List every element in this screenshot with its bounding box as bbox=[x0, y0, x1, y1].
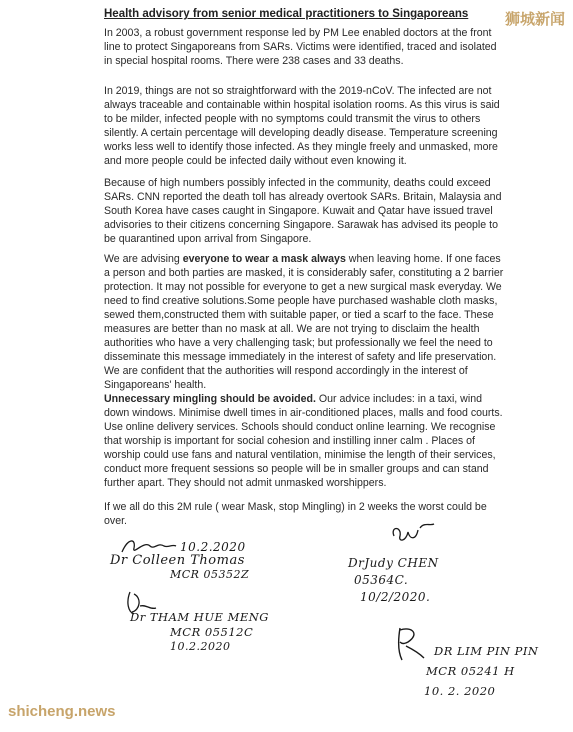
lim-mcr: MCR 05241 H bbox=[426, 664, 515, 678]
lim-name: DR LIM PIN PIN bbox=[434, 644, 539, 658]
watermark-top: 狮城新闻 bbox=[504, 11, 565, 28]
thomas-date: 10.2.2020 bbox=[180, 540, 246, 554]
tham-mcr: MCR 05512C bbox=[170, 625, 254, 639]
tham-date: 10.2.2020 bbox=[170, 640, 231, 653]
watermark-bottom: shicheng.news bbox=[8, 703, 116, 720]
chen-date: 10/2/2020. bbox=[360, 590, 431, 604]
chen-name: DrJudy CHEN bbox=[348, 556, 439, 570]
chen-mcr: 05364C. bbox=[354, 573, 409, 587]
signature-chen bbox=[388, 520, 438, 550]
thomas-mcr: MCR 05352Z bbox=[170, 568, 250, 581]
masks-body: when leaving home. If one faces a person and both parties are masked, it is considerably safer, constituting a 2 barrier protection. It may not possible for everyone to get a new surgical mask everyday. We need to find creative solutions.Some people have purchased washable cloth masks, sewed them,constructed them with suitable paper, or tied a scarf to the face. These measures are better than no mask at all. We are not trying to disclaim the health authorities who have a very challenging task; but professionally we feel the need to disseminate this message immediately in the interest of safety and life preservation. We are confident that the authorities will respond accordingly in the interest of Singaporeans' health. bbox=[104, 253, 504, 391]
paragraph-2019-ncov: In 2019, things are not so straightforward with the 2019-nCoV. The infected are not always traceable and containable within hospital isolation rooms. As this virus is said to be milder, infected people with no symptoms could transmit the virus to others silently. A certain percentage will developing deadly disease. Temperature screening works less well to identify those infected. As they mingle freely and unmasked, more and more people could be infected daily without even knowing it. bbox=[104, 85, 500, 167]
paragraph-masks bbox=[104, 252, 504, 392]
mingling-emphasis: Unnecessary mingling should be avoided. bbox=[104, 393, 316, 405]
mingling-body: Our advice includes: in a taxi, wind down windows. Minimise dwell times in air-conditioned places, malls and food courts. Use online delivery services. Schools should conduct online learning. We recognise that worship is important for social cohesion and instilling inner calm . Places of worship could use fans and natural ventilation, minimise the length of their services, conduct more frequent sessions so people will be in smaller groups and can stand further apart. They should not admit unmasked worshippers. bbox=[104, 393, 503, 489]
masks-emphasis: everyone to wear a mask always bbox=[182, 253, 346, 265]
tham-name: Dr THAM HUE MENG bbox=[130, 610, 269, 624]
lim-date: 10. 2. 2020 bbox=[424, 684, 496, 698]
paragraph-deaths: Because of high numbers possibly infected in the community, deaths could exceed SARs. CNN reported the death toll has already overtook SARs. Britain, Malaysia and South Korea have cases caught in Singapore. Kuwait and Qatar have issued travel advisories to their citizens concerning Singapore. Sarawak has advised its people to be quarantined upon arrival from Singapore. bbox=[104, 177, 502, 245]
thomas-name: Dr Colleen Thomas bbox=[110, 553, 245, 568]
paragraph-mingling bbox=[104, 392, 504, 490]
signature-lim bbox=[392, 624, 428, 664]
paragraph-2m-rule: If we all do this 2M rule ( wear Mask, stop Mingling) in 2 weeks the worst could be over. bbox=[104, 501, 487, 527]
document-title: Health advisory from senior medical practitioners to Singaporeans bbox=[104, 8, 469, 20]
masks-intro: We are advising bbox=[104, 253, 183, 265]
paragraph-sars: In 2003, a robust government response led by PM Lee enabled doctors at the front line to protect Singaporeans from SARs. Victims were identified, traced and isolated in special hospital rooms. There were 238 cases and 33 deaths. bbox=[104, 27, 497, 67]
